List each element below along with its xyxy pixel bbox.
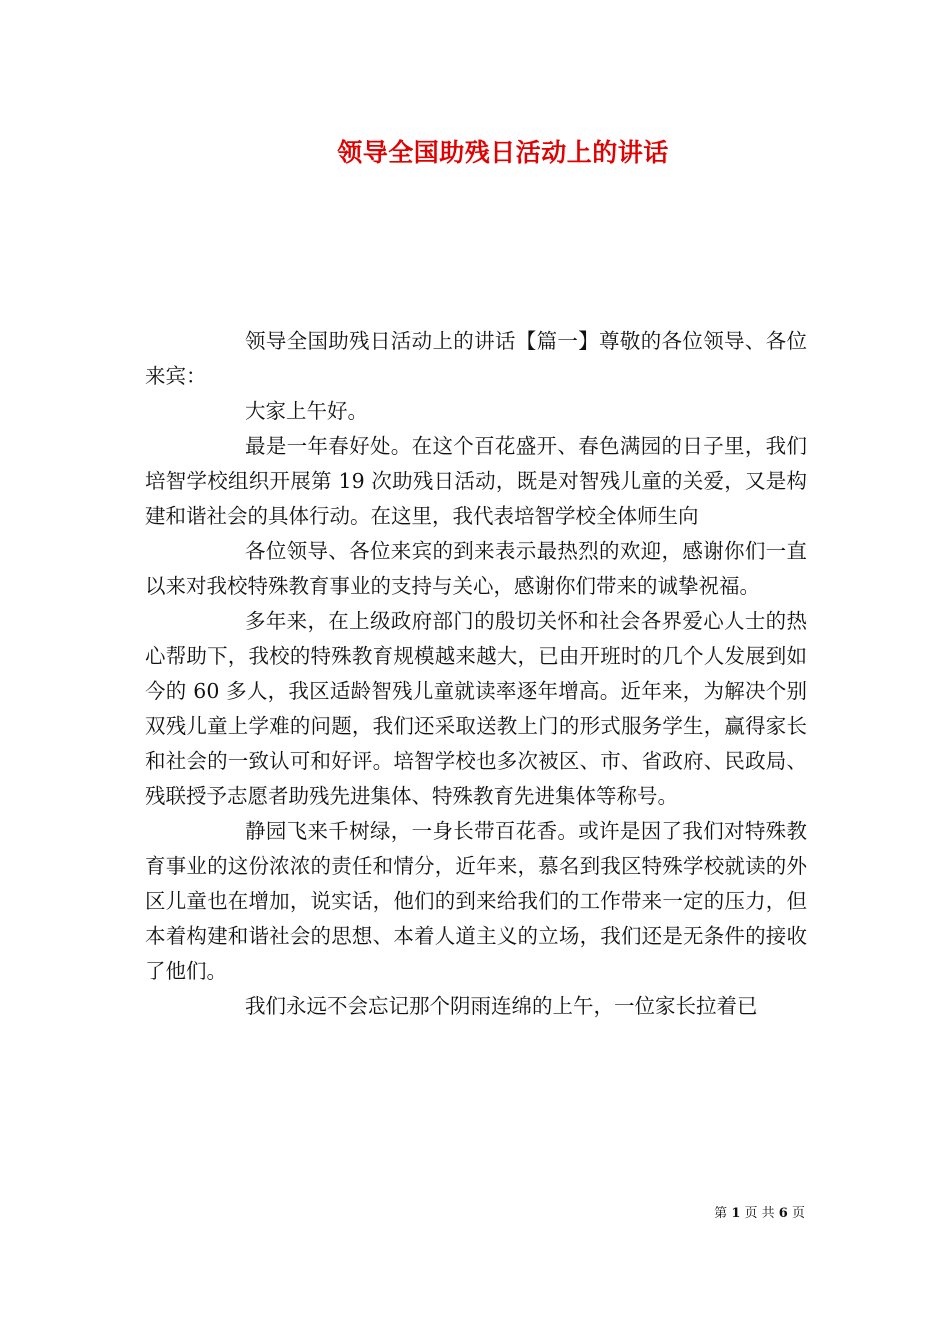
paragraph-1: 领导全国助残日活动上的讲话【篇一】尊敬的各位领导、各位来宾： — [145, 329, 807, 388]
document-title: 领导全国助残日活动上的讲话 — [337, 138, 669, 167]
page-number-footer — [714, 1202, 805, 1221]
footer-middle: 页 共 — [744, 1206, 775, 1221]
paragraph-3: 最是一年春好处。在这个百花盛开、春色满园的日子里，我们培智学校组织开展第 19 次助残日活动，既是对智残儿童的关爱，又是构建和谐社会的具体行动。在这里，我代表培智学校全体师生向 — [145, 434, 807, 528]
paragraph-4: 各位领导、各位来宾的到来表示最热烈的欢迎，感谢你们一直以来对我校特殊教育事业的支持与关心，感谢你们带来的诚挚祝福。 — [145, 539, 807, 598]
paragraph-6: 静园飞来千树绿，一身长带百花香。或许是因了我们对特殊教育事业的这份浓浓的责任和情分，近年来，慕名到我区特殊学校就读的外区儿童也在增加，说实话，他们的到来给我们的工作带来一定的压力，但本着构建和谐社会的思想、本着人道主义的立场，我们还是无条件的接收了他们。 — [145, 819, 807, 983]
footer-suffix: 页 — [791, 1206, 805, 1221]
footer-prefix: 第 — [714, 1206, 728, 1221]
document-body — [145, 324, 807, 1024]
footer-current-page: 1 — [731, 1206, 741, 1221]
paragraph-7: 我们永远不会忘记那个阴雨连绵的上午，一位家长拉着已 — [245, 994, 758, 1018]
paragraph-2: 大家上午好。 — [245, 399, 368, 423]
footer-total-pages: 6 — [778, 1206, 788, 1221]
paragraph-5: 多年来，在上级政府部门的殷切关怀和社会各界爱心人士的热心帮助下，我校的特殊教育规模越来越大，已由开班时的几个人发展到如今的 60 多人，我区适龄智残儿童就读率逐年增高。近年来，为解决个别双残儿童上学难的问题，我们还采取送教上门的形式服务学生，赢得家长和社会的一致认可和好评。培智学校也多次被区、市、省政府、民政局、残联授予志愿者助残先进集体、特殊教育先进集体等称号。 — [145, 609, 807, 808]
